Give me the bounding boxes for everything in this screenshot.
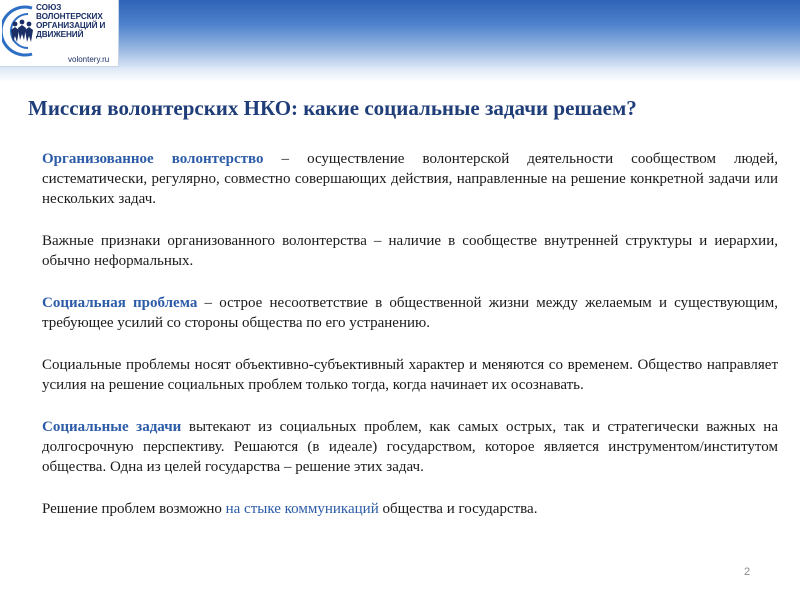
paragraph-solution bbox=[42, 499, 778, 519]
page-number: 2 bbox=[744, 566, 751, 578]
logo-line: СОЮЗ bbox=[36, 3, 62, 12]
highlight-communications: на стыке коммуникаций bbox=[225, 501, 379, 517]
logo-line: ОРГАНИЗАЦИЙ И bbox=[36, 21, 106, 30]
paragraph-organized-volunteering bbox=[42, 149, 778, 209]
paragraph-social-problem bbox=[42, 293, 778, 333]
term-organized-volunteering: Организованное волонтерство bbox=[42, 151, 264, 167]
logo-line: ДВИЖЕНИЙ bbox=[36, 30, 84, 39]
paragraph-problem-nature: Социальные проблемы носят объективно-субъективный характер и меняются со временем. Общество направляет усилия на решение социальных проблем только тогда, когда начинает их осознавать. bbox=[42, 357, 778, 393]
paragraph-social-tasks bbox=[42, 417, 778, 477]
volunteers-emblem-icon bbox=[2, 2, 36, 62]
term-social-tasks: Социальные задачи bbox=[42, 419, 182, 435]
solution-text-start: Решение проблем возможно bbox=[42, 501, 226, 517]
term-social-problem: Социальная проблема bbox=[42, 295, 198, 311]
definition-text: – осуществление волонтерской деятельности сообществом людей, систематически, регулярно, совместно совершающих действия, направленные на решение конкретной задачи или нескольких задач. bbox=[42, 151, 778, 207]
header-band bbox=[0, 0, 800, 82]
paragraph-important-signs: Важные признаки организованного волонтерства – наличие в сообществе внутренней структуры и иерархии, обычно неформальных. bbox=[42, 233, 778, 269]
organization-logo[interactable] bbox=[0, 0, 119, 67]
logo-url-link[interactable]: volontery.ru bbox=[68, 55, 110, 64]
logo-line: ВОЛОНТЕРСКИХ bbox=[36, 12, 103, 21]
definition-text: – острое несоответствие в общественной жизни между желаемым и существующим, требующее усилий со стороны общества по его устранению. bbox=[42, 295, 778, 331]
logo-wordmark bbox=[36, 3, 118, 39]
solution-text-end: общества и государства. bbox=[378, 501, 538, 517]
slide-body bbox=[42, 149, 778, 541]
slide-title: Миссия волонтерских НКО: какие социальные задачи решаем? bbox=[28, 96, 637, 120]
definition-text: вытекают из социальных проблем, как самых острых, так и стратегически важных на долгосрочную перспективу. Решаются (в идеале) государством, которое является инструментом/институтом общества. Одна из целей государства – решение этих задач. bbox=[42, 419, 778, 475]
